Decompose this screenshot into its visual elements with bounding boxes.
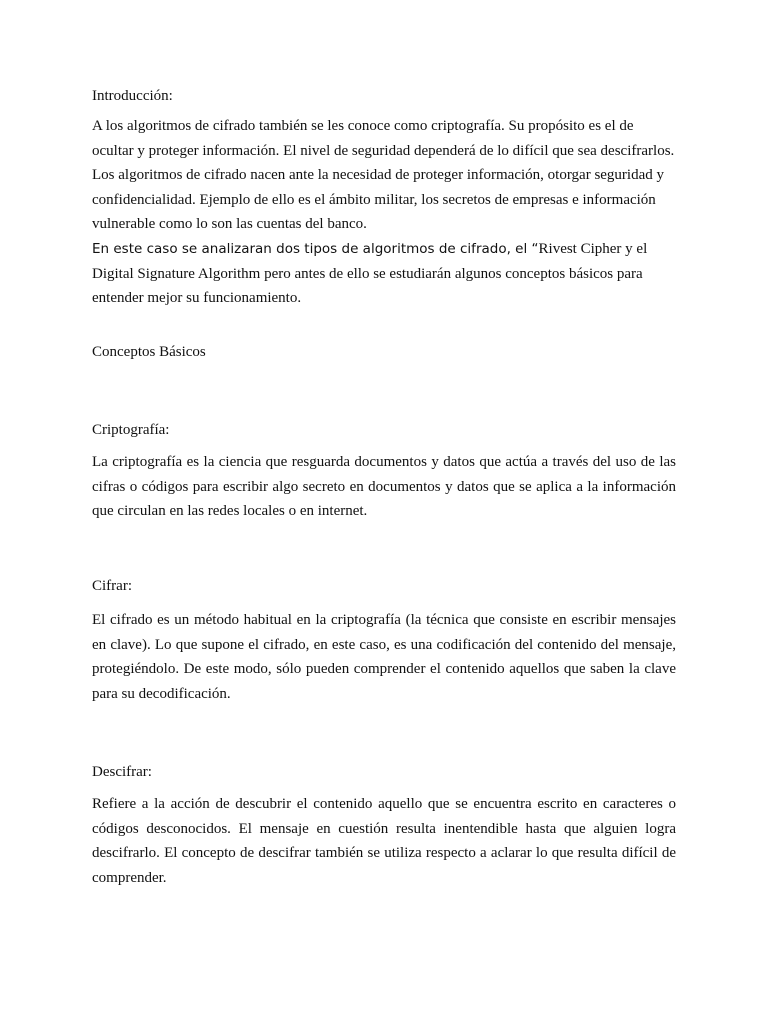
intro-section [92, 114, 676, 311]
cifrar-heading: Cifrar: [92, 578, 132, 594]
cifrar-body: El cifrado es un método habitual en la criptografía (la técnica que consiste en escribir mensajes en clave). Lo que supone el cifrado, en este caso, es una codificación del contenido del mensaje, protegiéndolo. De este modo, sólo pueden comprender el contenido aquellos que saben la clave para su decodificación. [92, 612, 676, 702]
criptografia-heading: Criptografía: [92, 422, 170, 438]
descifrar-body: Refiere a la acción de descubrir el contenido aquello que se encuentra escrito en caracteres o códigos desconocidos. El mensaje en cuestión resulta inentendible hasta que alguien logra descifrarlo. El concepto de descifrar también se utiliza respecto a aclarar lo que resulta difícil de comprender. [92, 796, 676, 886]
intro-paragraph-2-rest: Rivest Cipher y el Digital Signature Algorithm pero antes de ello se estudiarán algunos conceptos básicos para entender mejor su funcionamiento. [92, 240, 648, 307]
intro-paragraph-2-lead: En este caso se analizaran dos tipos de algoritmos de cifrado, el “ [92, 240, 539, 257]
conceptos-heading: Conceptos Básicos [92, 344, 206, 360]
intro-paragraph-1: A los algoritmos de cifrado también se les conoce como criptografía. Su propósito es el de ocultar y proteger información. El nivel de seguridad dependerá de lo difícil que sea descifrarlos. Los algoritmos de cifrado nacen ante la necesidad de proteger información, otorgar seguridad y confidencialidad. Ejemplo de ello es el ámbito militar, los secretos de empresas e información vulnerable como lo son las cuentas del banco. [92, 118, 675, 233]
intro-heading: Introducción: [92, 88, 173, 104]
intro-paragraph-2 [92, 237, 676, 311]
criptografia-body: La criptografía es la ciencia que resguarda documentos y datos que actúa a través del uso de las cifras o códigos para escribir algo secreto en documentos y datos que se aplica a la información que circulan en las redes locales o en internet. [92, 454, 676, 520]
descifrar-heading: Descifrar: [92, 764, 152, 780]
